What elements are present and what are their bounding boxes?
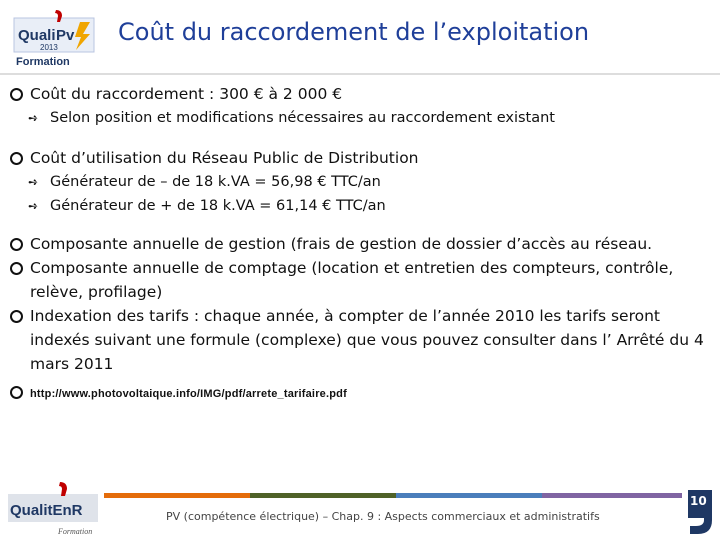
footer-bar-blue — [396, 493, 542, 498]
sub-bullet-position: ➺ Selon position et modifications nécessaires au raccordement existant — [8, 106, 708, 130]
arrete-tarifaire-link[interactable]: http://www.photovoltaique.info/IMG/pdf/arrete_tarifaire.pdf — [30, 388, 347, 400]
svg-text:Formation: Formation — [58, 527, 93, 536]
footer-bar-green — [250, 493, 396, 498]
circle-bullet-icon — [10, 262, 23, 275]
page-title: Coût du raccordement de l’exploitation — [118, 18, 590, 46]
svg-text:Formation: Formation — [16, 56, 70, 68]
sub-bullet-generateur-moins: ➺ Générateur de – de 18 k.VA = 56,98 € TTC/an — [8, 170, 708, 194]
bullet-url — [8, 380, 708, 406]
circle-bullet-icon — [10, 310, 23, 323]
svg-text:Quali: Quali — [18, 27, 56, 44]
header-divider — [0, 73, 720, 75]
page-number: 10 — [690, 494, 707, 508]
circle-bullet-icon — [10, 386, 23, 399]
arrow-bullet-icon: ➺ — [28, 175, 39, 189]
svg-text:Pv: Pv — [56, 27, 75, 44]
bullet-composante-gestion: Composante annuelle de gestion (frais de gestion de dossier d’accès au réseau. — [8, 232, 708, 256]
circle-bullet-icon — [10, 152, 23, 165]
footer-bar-purple — [542, 493, 682, 498]
circle-bullet-icon — [10, 88, 23, 101]
qualitenr-logo — [6, 482, 102, 538]
svg-text:QualitEnR: QualitEnR — [10, 502, 83, 519]
svg-text:2013: 2013 — [40, 43, 58, 52]
bullet-cout-raccordement: Coût du raccordement : 300 € à 2 000 € — [8, 82, 708, 106]
slide-content — [8, 82, 708, 406]
bullet-indexation-tarifs: Indexation des tarifs : chaque année, à compter de l’année 2010 les tarifs seront indexés suivant une formule (complexe) que vous pouvez consulter dans l’ Arrêté du 4 mars 2011 — [8, 304, 708, 376]
circle-bullet-icon — [10, 238, 23, 251]
qualipv-logo — [10, 8, 102, 68]
bullet-cout-utilisation: Coût d’utilisation du Réseau Public de Distribution — [8, 146, 708, 170]
footer-chapter-text: PV (compétence électrique) – Chap. 9 : Aspects commerciaux et administratifs — [166, 510, 600, 523]
arrow-bullet-icon: ➺ — [28, 111, 39, 125]
sub-bullet-generateur-plus: ➺ Générateur de + de 18 k.VA = 61,14 € TTC/an — [8, 194, 708, 218]
bullet-composante-comptage: Composante annuelle de comptage (location et entretien des compteurs, contrôle, relève, profilage) — [8, 256, 708, 304]
footer-bar-orange — [104, 493, 250, 498]
arrow-bullet-icon: ➺ — [28, 199, 39, 213]
